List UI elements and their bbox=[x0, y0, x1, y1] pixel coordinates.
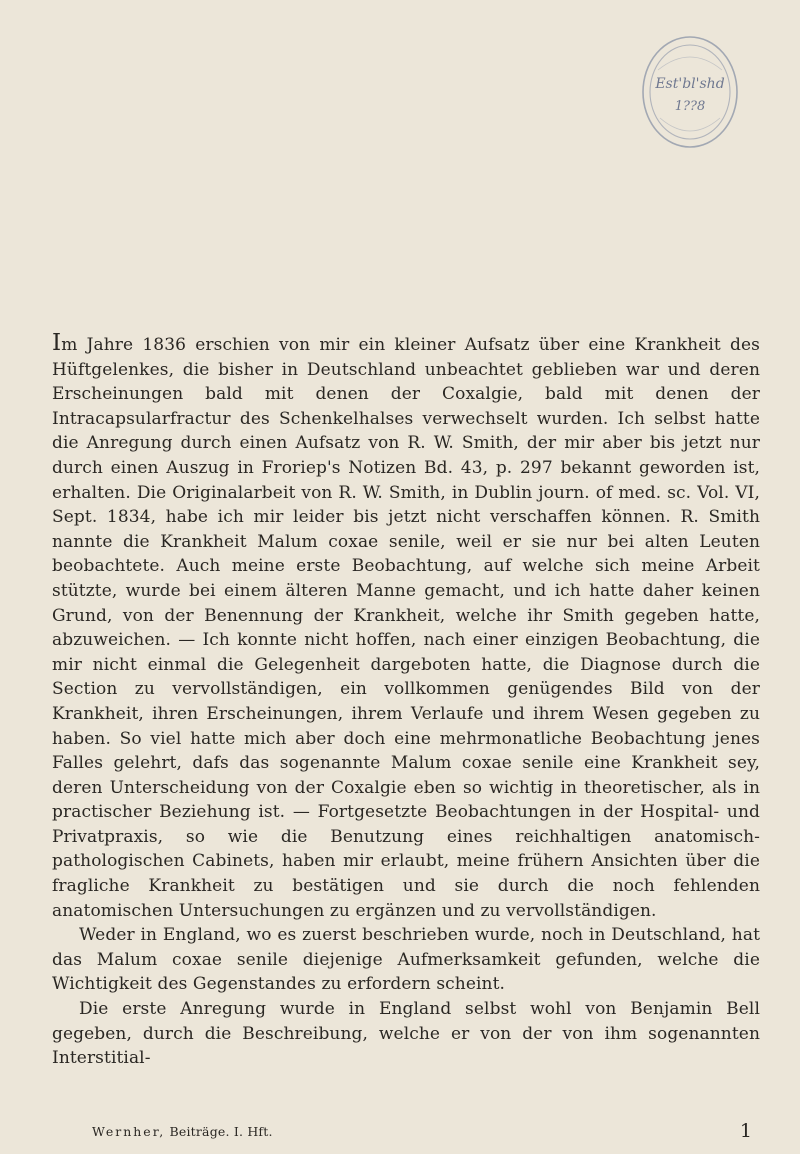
footer-title: Beiträge. I. Hft. bbox=[169, 1124, 273, 1139]
initial-letter: I bbox=[52, 330, 62, 356]
footer-author: Wernher, bbox=[92, 1124, 166, 1139]
signature-mark: 1 bbox=[739, 1120, 752, 1142]
paragraph-1-text: m Jahre 1836 erschien von mir ein kleiner Aufsatz über eine Krankheit des Hüftgelenkes, die bisher in Deutschland unbeachtet geblieben war und deren Erscheinungen bald mit denen der Coxalgie, bald mit denen der Intracapsularfractur des Schenkelhalses verwechselt wurden. Ich selbst hatte die Anregung durch einen Aufsatz von R. W. Smith, der mir aber bis jetzt nur durch einen Auszug in Froriep's Notizen Bd. 43, p. 297 bekannt geworden ist, erhalten. Die Originalarbeit von R. W. Smith, in Dublin journ. of med. sc. Vol. VI, Sept. 1834, habe ich mir leider bis jetzt nicht verschaffen können. R. Smith nannte die Krankheit Malum coxae senile, weil er sie nur bei alten Leuten beobachtete. Auch meine erste Beobachtung, auf welche sich meine Arbeit stützte, wurde bei einem älteren Manne gemacht, und ich hatte daher keinen Grund, von der Benennung der Krankheit, welche ihr Smith gegeben hatte, abzuweichen. — Ich konnte nicht hoffen, nach einer einzigen Beobachtung, die mir nicht einmal die Gelegenheit dargeboten hatte, die Diagnose durch die Section zu vervollständigen, ein vollkommen genügendes Bild von der Krankheit, ihren Erscheinungen, ihrem Verlaufe und ihrem Wesen gegeben zu haben. So viel hatte mich aber doch eine mehrmonatliche Beobachtung jenes Falles gelehrt, dafs das sogenannte Malum coxae senile eine Krankheit sey, deren Unterscheidung von der Coxalgie eben so wichtig in theoretischer, als in practischer Beziehung ist. — Fortgesetzte Beobachtungen in der Hospital- und Privatpraxis, so wie die Benutzung eines reichhaltigen anatomisch-pathologischen Cabinets, haben mir erlaubt, meine frühern Ansichten über die fragliche Krankheit zu bestätigen und sie durch die noch fehlenden anatomischen Untersuchungen zu ergänzen und zu vervollständigen. bbox=[52, 335, 760, 921]
stamp-text-line2: 1??8 bbox=[674, 99, 706, 114]
paragraph-2: Weder in England, wo es zuerst beschrieben wurde, noch in Deutschland, hat das Malum coxae senile diejenige Aufmerksamkeit gefunden, welche die Wichtigkeit des Gegenstandes zu erfordern scheint. bbox=[52, 925, 760, 995]
library-stamp-icon bbox=[638, 30, 742, 152]
page-footer bbox=[92, 1120, 752, 1144]
footer-reference bbox=[92, 1124, 273, 1139]
paragraph-1 bbox=[52, 331, 760, 923]
stamp-text-line1: Est'bl'shd bbox=[655, 76, 725, 92]
library-stamp bbox=[638, 30, 742, 152]
page-body bbox=[52, 331, 760, 1071]
paragraph-3: Die erste Anregung wurde in England selbst wohl von Benjamin Bell gegeben, durch die Beschreibung, welche er von der von ihm sogenannten Interstitial- bbox=[52, 999, 760, 1069]
